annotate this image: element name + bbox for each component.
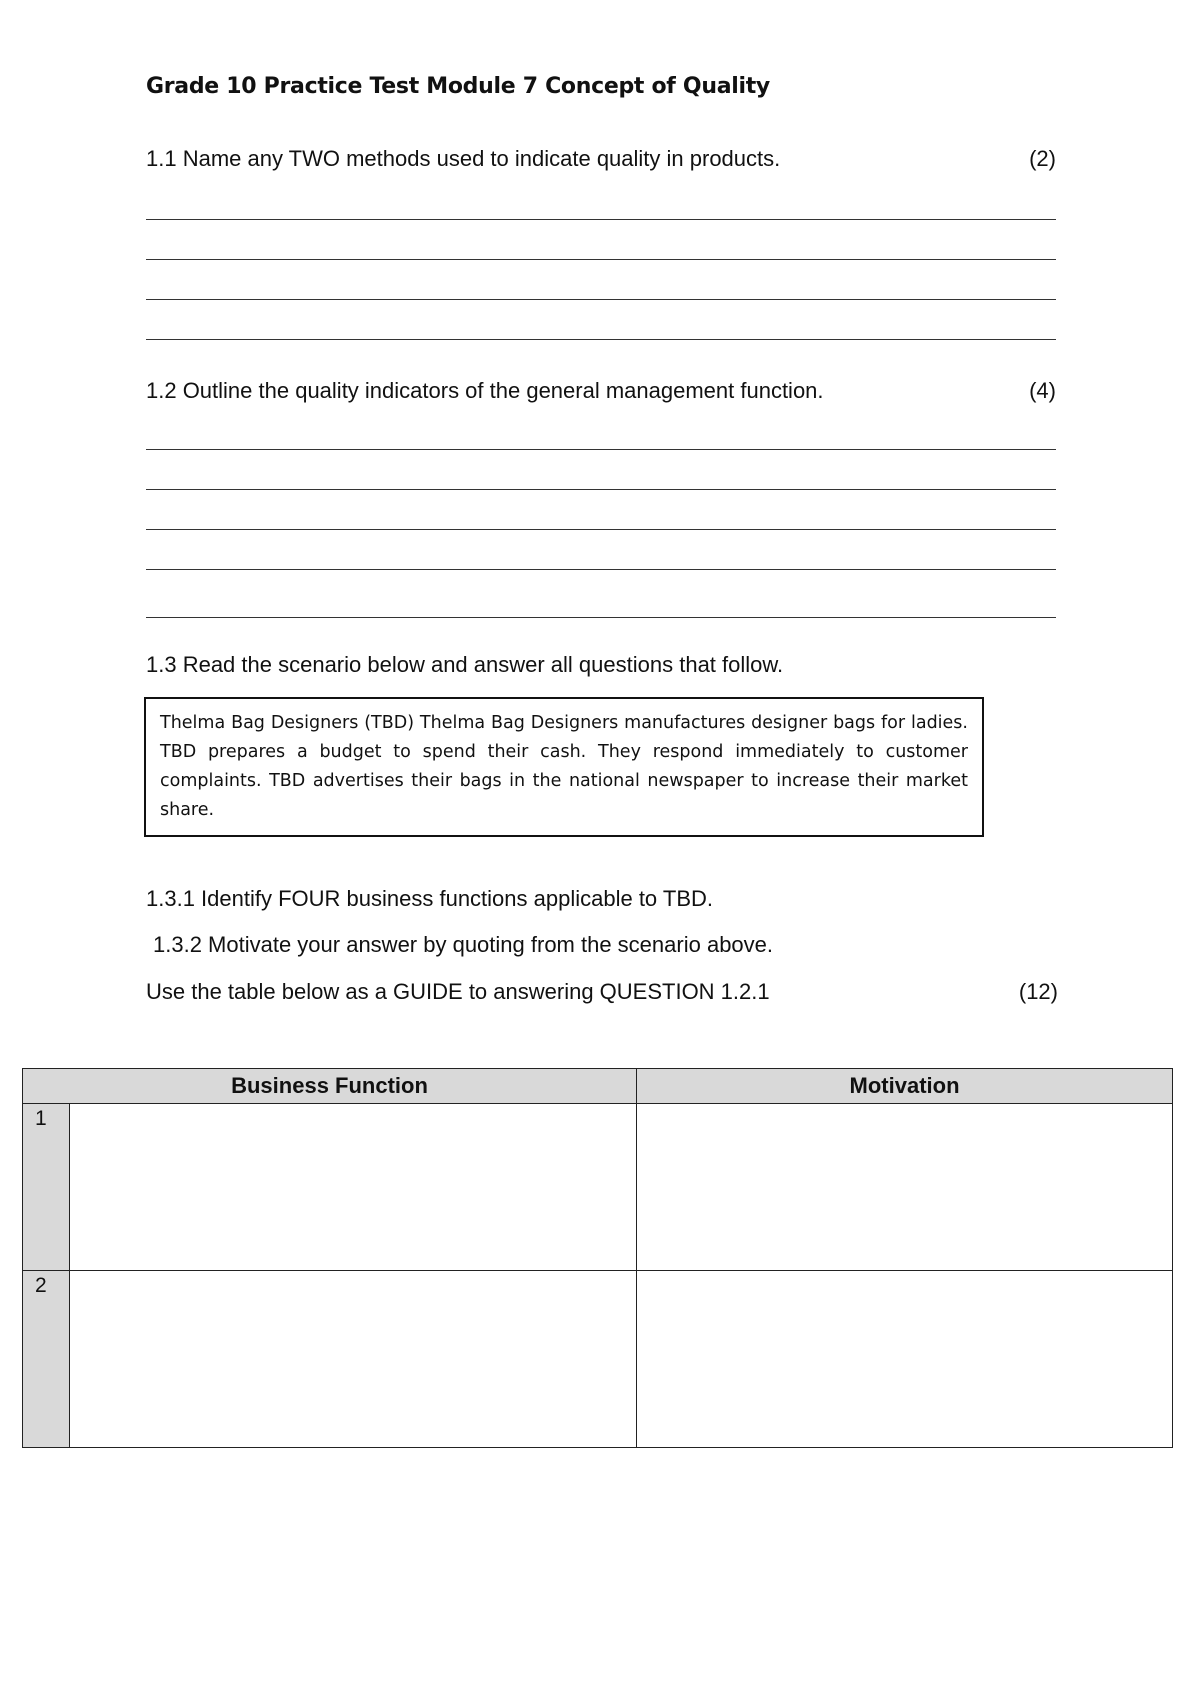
table-header-row — [23, 1069, 1173, 1104]
question-text: 1.3.2 Motivate your answer by quoting from the scenario above. — [153, 932, 774, 957]
answer-line[interactable] — [146, 489, 1056, 490]
row-number: 2 — [23, 1271, 70, 1448]
page-title: Grade 10 Practice Test Module 7 Concept of Quality — [146, 74, 770, 99]
table-row — [23, 1104, 1173, 1271]
answer-line[interactable] — [146, 617, 1056, 618]
question-1-1 — [146, 146, 1056, 172]
answer-line[interactable] — [146, 449, 1056, 450]
question-text: 1.1 Name any TWO methods used to indicate quality in products. — [146, 146, 781, 171]
header-business-function: Business Function — [23, 1069, 637, 1104]
table-row — [23, 1271, 1173, 1448]
business-function-cell[interactable] — [70, 1271, 637, 1448]
answer-line[interactable] — [146, 259, 1056, 260]
motivation-cell[interactable] — [637, 1271, 1173, 1448]
question-1-3 — [146, 652, 1056, 678]
answer-line[interactable] — [146, 529, 1056, 530]
answer-line[interactable] — [146, 339, 1056, 340]
question-1-3-1 — [146, 886, 1056, 912]
header-motivation: Motivation — [637, 1069, 1173, 1104]
question-1-3-2 — [153, 932, 1063, 958]
question-marks: (12) — [1018, 979, 1058, 1004]
question-text: 1.2 Outline the quality indicators of the general management function. — [146, 378, 824, 403]
question-marks: (4) — [1029, 378, 1056, 403]
row-number: 1 — [23, 1104, 70, 1271]
answer-line[interactable] — [146, 299, 1056, 300]
question-text: Use the table below as a GUIDE to answering QUESTION 1.2.1 — [146, 979, 770, 1004]
scenario-box: Thelma Bag Designers (TBD) Thelma Bag Designers manufactures designer bags for ladies. TBD prepares a budget to spend their cash. They respond immediately to customer complaints. TBD advertises their bags in the national newspaper to increase their market share. — [144, 697, 984, 837]
question-text: 1.3.1 Identify FOUR business functions applicable to TBD. — [146, 886, 713, 911]
answer-line[interactable] — [146, 219, 1056, 220]
question-1-2 — [146, 378, 1056, 404]
question-text: 1.3 Read the scenario below and answer all questions that follow. — [146, 652, 784, 677]
answer-line[interactable] — [146, 569, 1056, 570]
question-marks: (2) — [1029, 146, 1056, 171]
answer-table — [22, 1068, 1173, 1448]
motivation-cell[interactable] — [637, 1104, 1173, 1271]
business-function-cell[interactable] — [70, 1104, 637, 1271]
table-guide-instruction — [146, 979, 1058, 1005]
